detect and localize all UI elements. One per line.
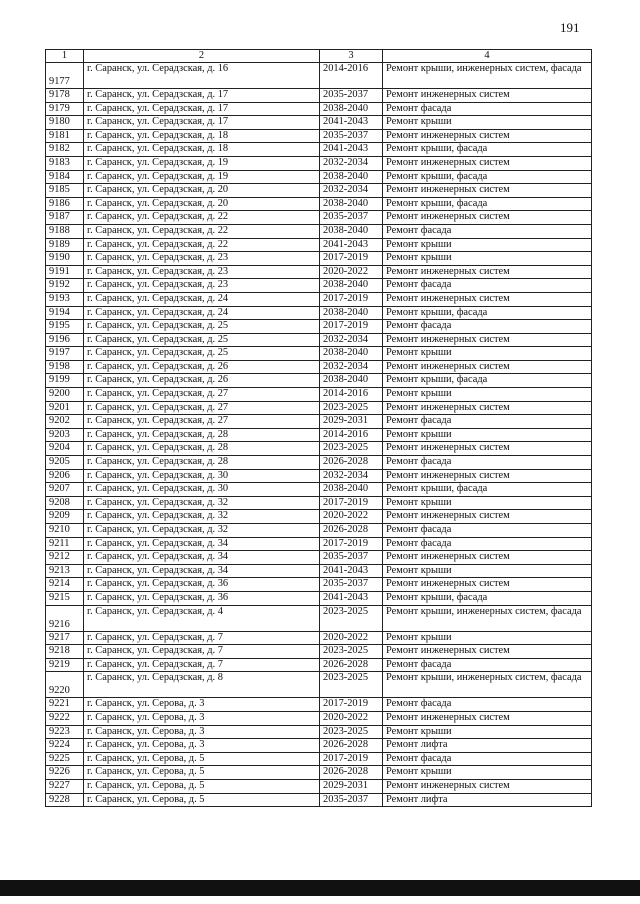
row-period: 2035-2037 — [320, 578, 383, 592]
row-period: 2041-2043 — [320, 591, 383, 605]
table-row — [46, 766, 592, 780]
row-work-type: Ремонт крыши — [383, 116, 592, 130]
row-work-type: Ремонт крыши, фасада — [383, 306, 592, 320]
row-period: 2038-2040 — [320, 347, 383, 361]
row-period: 2020-2022 — [320, 631, 383, 645]
row-number: 9195 — [46, 320, 84, 334]
table-row — [46, 143, 592, 157]
row-number: 9190 — [46, 252, 84, 266]
row-address: г. Саранск, ул. Серадзская, д. 7 — [84, 631, 320, 645]
row-address: г. Саранск, ул. Серова, д. 5 — [84, 779, 320, 793]
row-work-type: Ремонт инженерных систем — [383, 401, 592, 415]
row-work-type: Ремонт крыши, фасада — [383, 374, 592, 388]
row-address: г. Саранск, ул. Серадзская, д. 7 — [84, 645, 320, 659]
row-address: г. Саранск, ул. Серадзская, д. 27 — [84, 415, 320, 429]
row-period: 2017-2019 — [320, 252, 383, 266]
table-row — [46, 156, 592, 170]
row-work-type: Ремонт фасада — [383, 524, 592, 538]
table-row — [46, 63, 592, 89]
row-number: 9204 — [46, 442, 84, 456]
row-number: 9217 — [46, 631, 84, 645]
row-address: г. Саранск, ул. Серадзская, д. 16 — [84, 63, 320, 89]
row-period: 2038-2040 — [320, 374, 383, 388]
row-period: 2035-2037 — [320, 551, 383, 565]
row-period: 2023-2025 — [320, 645, 383, 659]
row-period: 2020-2022 — [320, 711, 383, 725]
row-period: 2038-2040 — [320, 279, 383, 293]
table-row — [46, 442, 592, 456]
row-work-type: Ремонт инженерных систем — [383, 779, 592, 793]
row-work-type: Ремонт крыши — [383, 564, 592, 578]
row-period: 2023-2025 — [320, 672, 383, 698]
row-work-type: Ремонт крыши, фасада — [383, 197, 592, 211]
table-row — [46, 401, 592, 415]
row-number: 9215 — [46, 591, 84, 605]
row-number: 9198 — [46, 360, 84, 374]
row-work-type: Ремонт фасада — [383, 415, 592, 429]
row-period: 2032-2034 — [320, 156, 383, 170]
table-row — [46, 265, 592, 279]
row-address: г. Саранск, ул. Серова, д. 5 — [84, 766, 320, 780]
row-period: 2026-2028 — [320, 524, 383, 538]
row-work-type: Ремонт инженерных систем — [383, 156, 592, 170]
row-number: 9220 — [46, 672, 84, 698]
row-number: 9186 — [46, 197, 84, 211]
row-address: г. Саранск, ул. Серадзская, д. 4 — [84, 605, 320, 631]
row-number: 9194 — [46, 306, 84, 320]
row-period: 2035-2037 — [320, 211, 383, 225]
row-work-type: Ремонт крыши — [383, 766, 592, 780]
row-address: г. Саранск, ул. Серадзская, д. 7 — [84, 658, 320, 672]
row-address: г. Саранск, ул. Серадзская, д. 23 — [84, 252, 320, 266]
row-period: 2020-2022 — [320, 265, 383, 279]
table-row — [46, 739, 592, 753]
header-col-1: 1 — [46, 50, 84, 63]
row-address: г. Саранск, ул. Серадзская, д. 22 — [84, 211, 320, 225]
row-number: 9219 — [46, 658, 84, 672]
row-number: 9177 — [46, 63, 84, 89]
row-work-type: Ремонт крыши — [383, 725, 592, 739]
row-number: 9191 — [46, 265, 84, 279]
row-address: г. Саранск, ул. Серадзская, д. 19 — [84, 170, 320, 184]
table-row — [46, 779, 592, 793]
row-period: 2023-2025 — [320, 605, 383, 631]
row-work-type: Ремонт крыши, инженерных систем, фасада — [383, 672, 592, 698]
table-row — [46, 645, 592, 659]
table-row — [46, 631, 592, 645]
row-number: 9207 — [46, 483, 84, 497]
row-address: г. Саранск, ул. Серадзская, д. 22 — [84, 224, 320, 238]
row-address: г. Саранск, ул. Серадзская, д. 20 — [84, 184, 320, 198]
row-period: 2017-2019 — [320, 537, 383, 551]
row-address: г. Саранск, ул. Серадзская, д. 34 — [84, 551, 320, 565]
row-number: 9183 — [46, 156, 84, 170]
row-period: 2029-2031 — [320, 779, 383, 793]
row-address: г. Саранск, ул. Серадзская, д. 17 — [84, 89, 320, 103]
row-number: 9213 — [46, 564, 84, 578]
table-row — [46, 672, 592, 698]
row-period: 2017-2019 — [320, 752, 383, 766]
table-row — [46, 793, 592, 807]
row-work-type: Ремонт инженерных систем — [383, 578, 592, 592]
table-row — [46, 211, 592, 225]
table-row — [46, 306, 592, 320]
table-row — [46, 456, 592, 470]
row-period: 2023-2025 — [320, 442, 383, 456]
row-period: 2026-2028 — [320, 766, 383, 780]
row-work-type: Ремонт крыши — [383, 496, 592, 510]
row-work-type: Ремонт крыши — [383, 631, 592, 645]
table-row — [46, 89, 592, 103]
header-row — [46, 50, 592, 63]
row-work-type: Ремонт фасада — [383, 320, 592, 334]
table-row — [46, 510, 592, 524]
table-row — [46, 184, 592, 198]
row-address: г. Саранск, ул. Серадзская, д. 23 — [84, 279, 320, 293]
row-period: 2017-2019 — [320, 496, 383, 510]
row-work-type: Ремонт крыши, инженерных систем, фасада — [383, 605, 592, 631]
row-address: г. Саранск, ул. Серадзская, д. 34 — [84, 537, 320, 551]
table-row — [46, 428, 592, 442]
row-work-type: Ремонт инженерных систем — [383, 551, 592, 565]
row-address: г. Саранск, ул. Серадзская, д. 8 — [84, 672, 320, 698]
row-period: 2038-2040 — [320, 197, 383, 211]
row-number: 9196 — [46, 333, 84, 347]
row-number: 9223 — [46, 725, 84, 739]
row-number: 9209 — [46, 510, 84, 524]
row-period: 2038-2040 — [320, 224, 383, 238]
row-period: 2023-2025 — [320, 725, 383, 739]
row-period: 2035-2037 — [320, 793, 383, 807]
table-row — [46, 374, 592, 388]
row-number: 9179 — [46, 102, 84, 116]
row-address: г. Саранск, ул. Серадзская, д. 18 — [84, 129, 320, 143]
row-number: 9189 — [46, 238, 84, 252]
row-number: 9205 — [46, 456, 84, 470]
row-address: г. Саранск, ул. Серадзская, д. 26 — [84, 374, 320, 388]
row-period: 2017-2019 — [320, 698, 383, 712]
table-row — [46, 333, 592, 347]
row-work-type: Ремонт инженерных систем — [383, 265, 592, 279]
row-address: г. Саранск, ул. Серадзская, д. 36 — [84, 578, 320, 592]
row-number: 9216 — [46, 605, 84, 631]
row-address: г. Саранск, ул. Серадзская, д. 28 — [84, 442, 320, 456]
table-body — [46, 63, 592, 807]
row-work-type: Ремонт фасада — [383, 698, 592, 712]
row-work-type: Ремонт инженерных систем — [383, 333, 592, 347]
row-number: 9178 — [46, 89, 84, 103]
row-period: 2029-2031 — [320, 415, 383, 429]
row-address: г. Саранск, ул. Серова, д. 3 — [84, 711, 320, 725]
row-number: 9210 — [46, 524, 84, 538]
row-work-type: Ремонт фасада — [383, 537, 592, 551]
row-address: г. Саранск, ул. Серадзская, д. 28 — [84, 428, 320, 442]
header-col-2: 2 — [84, 50, 320, 63]
row-address: г. Саранск, ул. Серова, д. 3 — [84, 725, 320, 739]
row-number: 9214 — [46, 578, 84, 592]
table-row — [46, 129, 592, 143]
row-work-type: Ремонт инженерных систем — [383, 469, 592, 483]
row-address: г. Саранск, ул. Серадзская, д. 30 — [84, 469, 320, 483]
table-row — [46, 279, 592, 293]
row-address: г. Саранск, ул. Серадзская, д. 17 — [84, 116, 320, 130]
row-address: г. Саранск, ул. Серадзская, д. 36 — [84, 591, 320, 605]
row-address: г. Саранск, ул. Серадзская, д. 32 — [84, 496, 320, 510]
row-period: 2032-2034 — [320, 333, 383, 347]
row-number: 9206 — [46, 469, 84, 483]
row-number: 9202 — [46, 415, 84, 429]
row-number: 9188 — [46, 224, 84, 238]
row-number: 9226 — [46, 766, 84, 780]
row-number: 9208 — [46, 496, 84, 510]
row-work-type: Ремонт крыши — [383, 347, 592, 361]
row-work-type: Ремонт крыши, фасада — [383, 591, 592, 605]
row-period: 2032-2034 — [320, 360, 383, 374]
row-number: 9180 — [46, 116, 84, 130]
row-work-type: Ремонт лифта — [383, 793, 592, 807]
row-period: 2032-2034 — [320, 469, 383, 483]
row-period: 2035-2037 — [320, 129, 383, 143]
table-row — [46, 224, 592, 238]
table-row — [46, 197, 592, 211]
table-row — [46, 102, 592, 116]
row-address: г. Саранск, ул. Серадзская, д. 30 — [84, 483, 320, 497]
repair-schedule-table — [45, 49, 592, 807]
row-period: 2041-2043 — [320, 116, 383, 130]
row-work-type: Ремонт фасада — [383, 456, 592, 470]
table-row — [46, 658, 592, 672]
table-row — [46, 252, 592, 266]
row-number: 9224 — [46, 739, 84, 753]
table-row — [46, 564, 592, 578]
table-row — [46, 347, 592, 361]
table-row — [46, 605, 592, 631]
row-number: 9199 — [46, 374, 84, 388]
row-address: г. Саранск, ул. Серова, д. 3 — [84, 739, 320, 753]
row-period: 2014-2016 — [320, 428, 383, 442]
row-address: г. Саранск, ул. Серадзская, д. 19 — [84, 156, 320, 170]
row-address: г. Саранск, ул. Серова, д. 5 — [84, 752, 320, 766]
row-number: 9181 — [46, 129, 84, 143]
row-work-type: Ремонт крыши — [383, 252, 592, 266]
row-address: г. Саранск, ул. Серадзская, д. 25 — [84, 320, 320, 334]
row-period: 2038-2040 — [320, 102, 383, 116]
row-work-type: Ремонт инженерных систем — [383, 129, 592, 143]
row-address: г. Саранск, ул. Серадзская, д. 27 — [84, 401, 320, 415]
row-period: 2041-2043 — [320, 238, 383, 252]
row-work-type: Ремонт крыши — [383, 428, 592, 442]
table-row — [46, 483, 592, 497]
row-address: г. Саранск, ул. Серадзская, д. 20 — [84, 197, 320, 211]
scan-edge-bar — [0, 880, 640, 896]
row-work-type: Ремонт фасада — [383, 658, 592, 672]
row-number: 9185 — [46, 184, 84, 198]
row-work-type: Ремонт инженерных систем — [383, 292, 592, 306]
row-work-type: Ремонт фасада — [383, 752, 592, 766]
table-row — [46, 116, 592, 130]
table-row — [46, 524, 592, 538]
row-period: 2017-2019 — [320, 320, 383, 334]
table-row — [46, 496, 592, 510]
row-address: г. Саранск, ул. Серадзская, д. 17 — [84, 102, 320, 116]
row-number: 9182 — [46, 143, 84, 157]
row-work-type: Ремонт инженерных систем — [383, 442, 592, 456]
table-row — [46, 698, 592, 712]
row-number: 9218 — [46, 645, 84, 659]
row-address: г. Саранск, ул. Серадзская, д. 28 — [84, 456, 320, 470]
row-work-type: Ремонт крыши, фасада — [383, 170, 592, 184]
row-work-type: Ремонт крыши, фасада — [383, 483, 592, 497]
row-work-type: Ремонт лифта — [383, 739, 592, 753]
table-row — [46, 388, 592, 402]
row-period: 2014-2016 — [320, 388, 383, 402]
table-row — [46, 578, 592, 592]
row-number: 9184 — [46, 170, 84, 184]
row-address: г. Саранск, ул. Серадзская, д. 23 — [84, 265, 320, 279]
row-work-type: Ремонт инженерных систем — [383, 211, 592, 225]
table-row — [46, 711, 592, 725]
row-period: 2026-2028 — [320, 456, 383, 470]
table-row — [46, 551, 592, 565]
row-work-type: Ремонт крыши, инженерных систем, фасада — [383, 63, 592, 89]
row-work-type: Ремонт фасада — [383, 224, 592, 238]
row-work-type: Ремонт инженерных систем — [383, 184, 592, 198]
row-work-type: Ремонт инженерных систем — [383, 360, 592, 374]
row-number: 9228 — [46, 793, 84, 807]
row-address: г. Саранск, ул. Серадзская, д. 32 — [84, 510, 320, 524]
row-number: 9192 — [46, 279, 84, 293]
row-address: г. Саранск, ул. Серадзская, д. 22 — [84, 238, 320, 252]
row-work-type: Ремонт фасада — [383, 102, 592, 116]
row-period: 2017-2019 — [320, 292, 383, 306]
row-address: г. Саранск, ул. Серадзская, д. 27 — [84, 388, 320, 402]
header-col-4: 4 — [383, 50, 592, 63]
page-number: 191 — [560, 20, 580, 35]
row-work-type: Ремонт инженерных систем — [383, 89, 592, 103]
row-work-type: Ремонт крыши — [383, 388, 592, 402]
row-number: 9201 — [46, 401, 84, 415]
row-address: г. Саранск, ул. Серадзская, д. 34 — [84, 564, 320, 578]
row-period: 2032-2034 — [320, 184, 383, 198]
table-row — [46, 537, 592, 551]
row-number: 9193 — [46, 292, 84, 306]
row-number: 9225 — [46, 752, 84, 766]
row-address: г. Саранск, ул. Серадзская, д. 32 — [84, 524, 320, 538]
row-work-type: Ремонт крыши, фасада — [383, 143, 592, 157]
row-number: 9197 — [46, 347, 84, 361]
table-row — [46, 469, 592, 483]
row-number: 9187 — [46, 211, 84, 225]
row-work-type: Ремонт инженерных систем — [383, 510, 592, 524]
row-period: 2041-2043 — [320, 564, 383, 578]
table-row — [46, 752, 592, 766]
table-row — [46, 320, 592, 334]
row-number: 9227 — [46, 779, 84, 793]
row-address: г. Саранск, ул. Серадзская, д. 25 — [84, 333, 320, 347]
row-address: г. Саранск, ул. Серадзская, д. 25 — [84, 347, 320, 361]
row-period: 2038-2040 — [320, 483, 383, 497]
row-period: 2014-2016 — [320, 63, 383, 89]
row-period: 2026-2028 — [320, 739, 383, 753]
row-number: 9221 — [46, 698, 84, 712]
row-period: 2035-2037 — [320, 89, 383, 103]
table-row — [46, 238, 592, 252]
row-period: 2023-2025 — [320, 401, 383, 415]
row-work-type: Ремонт фасада — [383, 279, 592, 293]
row-period: 2020-2022 — [320, 510, 383, 524]
row-address: г. Саранск, ул. Серова, д. 3 — [84, 698, 320, 712]
table-row — [46, 292, 592, 306]
row-period: 2038-2040 — [320, 306, 383, 320]
row-address: г. Саранск, ул. Серова, д. 5 — [84, 793, 320, 807]
row-number: 9203 — [46, 428, 84, 442]
row-work-type: Ремонт инженерных систем — [383, 645, 592, 659]
row-number: 9222 — [46, 711, 84, 725]
table-row — [46, 360, 592, 374]
row-number: 9200 — [46, 388, 84, 402]
header-col-3: 3 — [320, 50, 383, 63]
table-header — [46, 50, 592, 63]
row-address: г. Саранск, ул. Серадзская, д. 24 — [84, 292, 320, 306]
row-period: 2026-2028 — [320, 658, 383, 672]
table-row — [46, 170, 592, 184]
row-work-type: Ремонт инженерных систем — [383, 711, 592, 725]
table-row — [46, 725, 592, 739]
row-number: 9211 — [46, 537, 84, 551]
row-address: г. Саранск, ул. Серадзская, д. 24 — [84, 306, 320, 320]
row-period: 2038-2040 — [320, 170, 383, 184]
row-address: г. Саранск, ул. Серадзская, д. 18 — [84, 143, 320, 157]
row-number: 9212 — [46, 551, 84, 565]
row-work-type: Ремонт крыши — [383, 238, 592, 252]
table-row — [46, 591, 592, 605]
table-row — [46, 415, 592, 429]
row-address: г. Саранск, ул. Серадзская, д. 26 — [84, 360, 320, 374]
row-period: 2041-2043 — [320, 143, 383, 157]
